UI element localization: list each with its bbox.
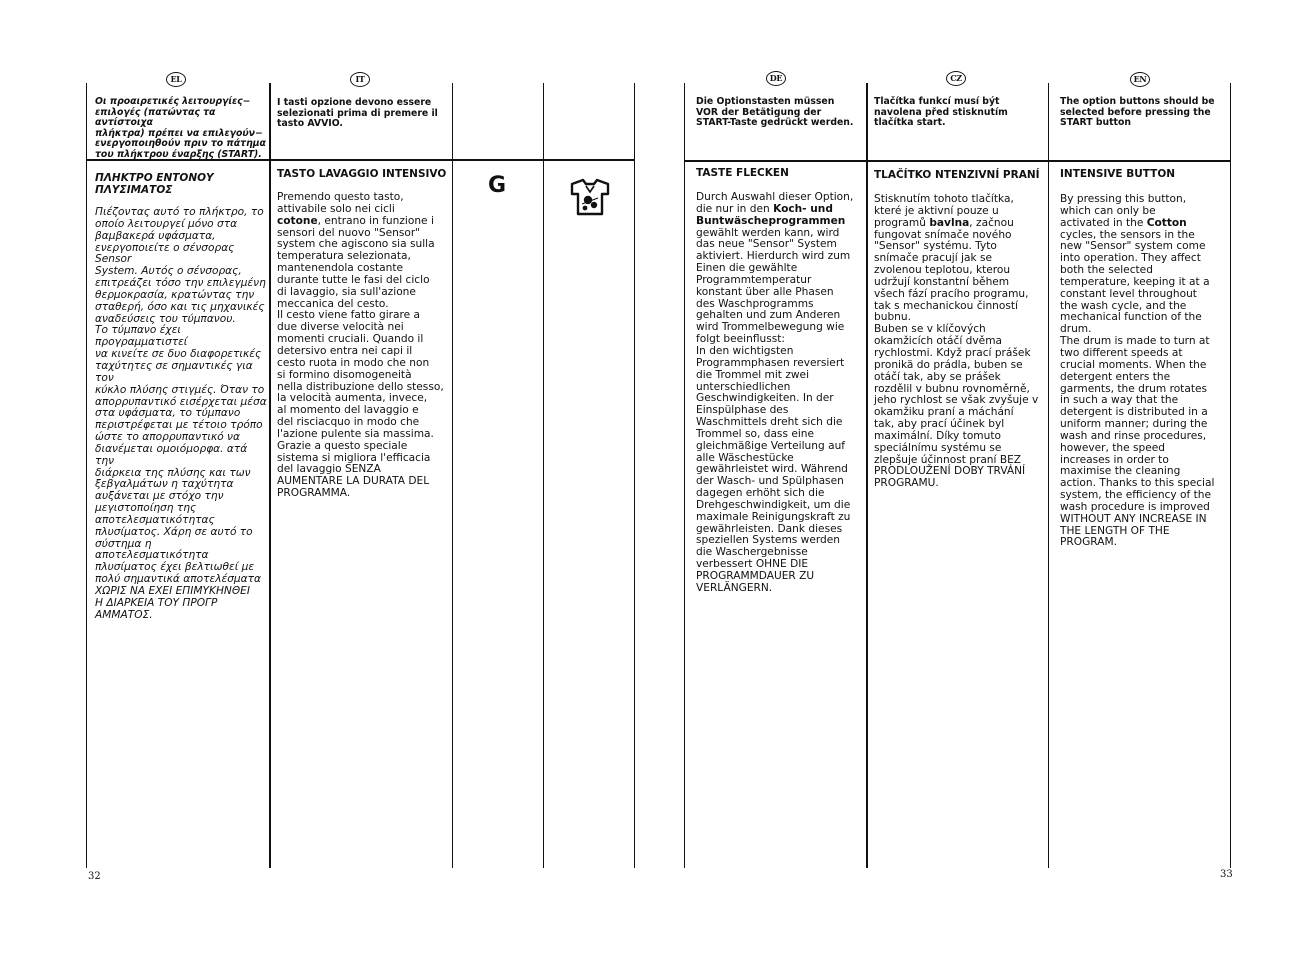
language-badge-cz: CZ bbox=[946, 71, 966, 86]
column-divider bbox=[543, 83, 544, 868]
column-divider bbox=[452, 83, 453, 868]
cz-description-part: , začnou fungovat snímače nového "Sensor" systému. Tyto snímače pracují jak se zvolenou teplotou, kterou udržují konstantní během všech fází pracího programu, tak s mechanickou činností bubnu. Buben se v klíčových okamžicích otáčí dvěma rychlostmi. Když prací prášek pronikä do prádla, buben se otáčí tak, aby se prášek rozdělil v bubnu rovnoměrně, jeho rychlost se však zvyšuje v okamžiku praní a máchání tak, aby prací účinek byl maximální. Díky tomuto speciálnímu systému se zlepšuje účinnost praní BEZ PRODLOUŽENÍ DOBY TRVÁNÍ PROGRAMU. bbox=[874, 216, 1039, 490]
page-number-left: 32 bbox=[88, 871, 101, 882]
it-section-heading: TASTO LAVAGGIO INTENSIVO bbox=[277, 168, 447, 180]
column-divider bbox=[1048, 83, 1049, 868]
language-badge-de: DE bbox=[766, 71, 786, 86]
language-badge-it: IT bbox=[350, 72, 370, 87]
de-description-part: Durch Auswahl dieser Option, die nur in den bbox=[696, 191, 854, 215]
el-option-note: Οι προαιρετικές λειτουργίες− επιλογές (πατώντας τα αντίστοιχα πλήκτρα) πρέπει να επιλεγούν− ενεργοποιηθούν πριν το πάτημα του πλήκτρου έναρξης (START). bbox=[95, 96, 266, 160]
el-section-heading: ΠΛΗΚΤΡΟ ΕΝΤΟΝΟΥ ΠΛΥΣΙΜΑΤΟΣ bbox=[95, 172, 214, 196]
de-section-heading: TASTE FLECKEN bbox=[696, 167, 789, 179]
de-description-part: gewählt werden kann, wird das neue "Sensor" System aktiviert. Hierdurch wird zum Einen die gewählte Programmtemperatur konstant über alle Phasen des Waschprogramms gehalten und zum Anderen wird Trommelbewegung wie folgt beeinflusst: In den wichtigsten Programmphasen reversiert die Trommel mit zwei unterschiedlichen Geschwindigkeiten. In der Einspülphase des Waschmittels dreht sich die Trommel so, dass eine gleichmäßige Verteilung auf alle Wäschestücke gewährleistet wird. Während der Wasch- und Spülphasen dagegen erhöht sich die Drehgeschwindigkeit, um die maximale Reinigungskraft zu gewährleisten. Dank dieses speziellen Systems werden die Waschergebnisse verbessert OHNE DIE PROGRAMMDAUER ZU VERLÄNGERN. bbox=[696, 226, 851, 594]
el-description: Πιέζοντας αυτό το πλήκτρο, το οποίο λειτουργεί μόνο στα βαμβακερά υφάσματα, ενεργοποιείτε ο σένσορας Sensor System. Αυτός ο σένσορας, επιτρεάζει τόσο την επιλεγμένη θερμοκρασία, κρατώντας την σταθερή, όσο και τις μηχανικές αναδεύσεις του τύμπανου. Το τύμπανο έχει προγραμματιστεί να κινείτε σε δυο διαφορετικές ταχύτητες σε σημαντικές για τον κύκλο πλύσης στιγμές. Όταν το απορρυπαντικό εισέρχεται μέσα στα υφάσματα, το τύμπανο περιστρέφεται με τέτοιο τρόπο ώστε το απορρυπαντικό να διανέμεται ομοιόμορφα. ατά την διάρκεια της πλύσης και των ξεβγαλμάτων η ταχύτητα αυξάνεται με στόχο την μεγιστοποίηση της αποτελεσματικότητας πλυσίματος. Χάρη σε αυτό το σύστημα η αποτελεσματικότητα πλυσίματος έχει βελτιωθεί με πολύ σημαντικά αποτελέσματα ΧΩΡΙΣ ΝΑ ΕΧΕΙ ΕΠΙΜΥΚΗΝΘΕΙ Η ΔΙΑΡΚΕΙΑ ΤΟΥ ΠΡΟΓΡ ΑΜΜΑΤΟΣ. bbox=[95, 206, 267, 621]
it-description-part: Premendo questo tasto, attivabile solo nei cicli bbox=[277, 191, 404, 215]
it-description bbox=[277, 192, 449, 500]
it-description-part: , entrano in funzione i sensori del nuovo "Sensor" system che agiscono sia sulla temperatura selezionata, mantenendola costante durante tutte le fasi del ciclo di lavaggio, sia sull'azione meccanica del cesto. Il cesto viene fatto girare a due diverse velocità nei momenti cruciali. Quando il detersivo entra nei capi il cesto ruota in modo che non si formino disomogeneità nella distribuzione dello stesso, la velocità aumenta, invece, al momento del lavaggio e del risciacquo in modo che l'azione pulente sia massima. Grazie a questo speciale sistema si migliora l'efficacia del lavaggio SENZA AUMENTARE LA DURATA DEL PROGRAMMA. bbox=[277, 214, 444, 500]
de-option-note: Die Optionstasten müssen VOR der Betätigung der START-Taste gedrückt werden. bbox=[696, 96, 854, 128]
row-divider bbox=[685, 160, 1231, 162]
program-letter: G bbox=[488, 173, 507, 198]
column-divider bbox=[1230, 83, 1231, 868]
cz-description-part: Stisknutím tohoto tlačítka, které je aktivní pouze u programů bbox=[874, 193, 1014, 229]
intensive-wash-shirt-icon bbox=[568, 178, 612, 216]
cz-description bbox=[874, 194, 1046, 490]
column-divider bbox=[866, 83, 868, 868]
language-badge-el: EL bbox=[166, 72, 186, 87]
en-section-heading: INTENSIVE BUTTON bbox=[1060, 168, 1176, 180]
en-description-part: cycles, the sensors in the new "Sensor" system come into operation. They affect both the selected temperature, keeping it at a constant level throughout the wash cycle, and the mechanical function of the drum. The drum is made to turn at two different speeds at crucial moments. When the detergent enters the garments, the drum rotates in such a way that the detergent is distributed in a uniform manner; during the wash and rinse procedures, however, the speed increases in order to maximise the cleaning action. Thanks to this special system, the efficiency of the wash procedure is improved WITHOUT ANY INCREASE IN THE LENGTH OF THE PROGRAM. bbox=[1060, 228, 1215, 549]
language-badge-en: EN bbox=[1130, 72, 1150, 87]
shirt-icon bbox=[568, 178, 612, 216]
en-option-note: The option buttons should be selected before pressing the START button bbox=[1060, 96, 1215, 128]
en-description-part: By pressing this button, which can only be activated in the bbox=[1060, 193, 1187, 229]
column-divider bbox=[634, 83, 635, 868]
cz-description-emphasis: bavlna bbox=[929, 216, 970, 229]
cz-section-heading: TLAČÍTKO NTENZIVNÍ PRANÍ bbox=[874, 169, 1040, 181]
it-description-emphasis: cotone bbox=[277, 214, 318, 227]
en-description-emphasis: Cotton bbox=[1146, 216, 1187, 229]
column-divider bbox=[86, 83, 87, 868]
page-number-right: 33 bbox=[1220, 869, 1233, 880]
it-option-note: I tasti opzione devono essere selezionati prima di premere il tasto AVVIO. bbox=[277, 97, 438, 129]
column-divider bbox=[684, 83, 685, 868]
column-divider bbox=[269, 83, 271, 868]
cz-option-note: Tlačítka funkcí musí být navolena před stisknutím tlačítka start. bbox=[874, 96, 1008, 128]
de-description bbox=[696, 192, 864, 595]
en-description bbox=[1060, 194, 1230, 549]
de-description-emphasis: Koch- und Buntwäscheprogrammen bbox=[696, 202, 846, 227]
